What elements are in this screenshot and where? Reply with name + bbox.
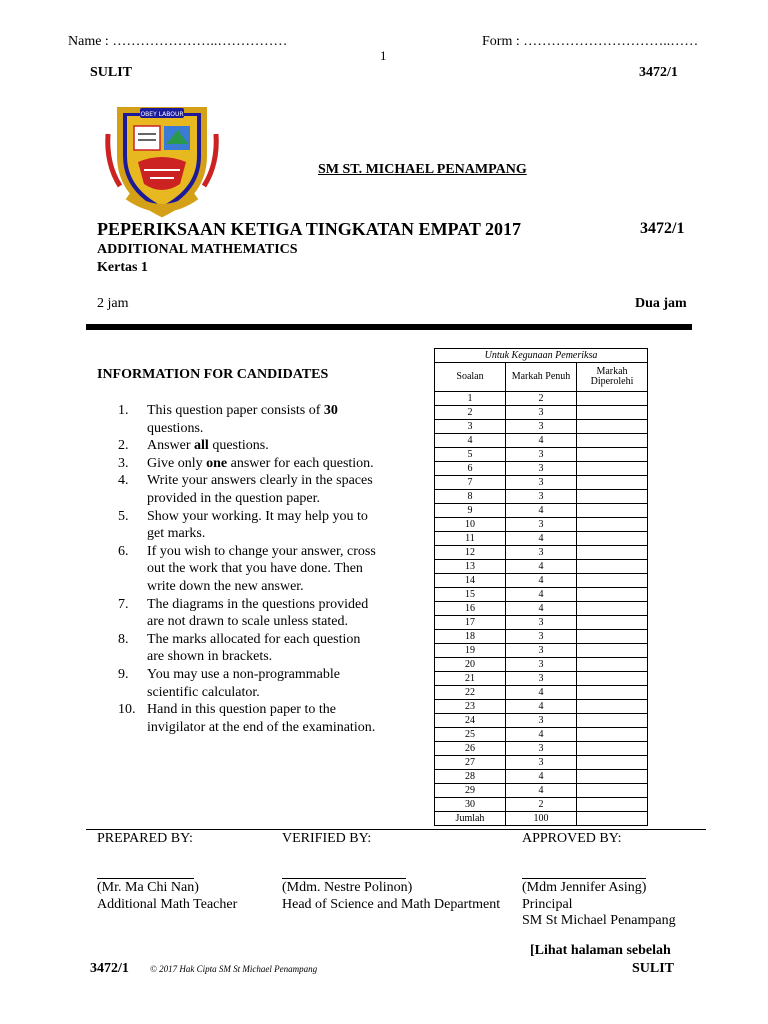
next-page-note: [Lihat halaman sebelah	[530, 943, 671, 958]
table-row	[435, 476, 648, 490]
question-number-cell: 20	[435, 658, 506, 672]
verified-label: VERIFIED BY:	[282, 831, 372, 846]
marks-obtained-cell[interactable]	[577, 462, 648, 476]
question-number-cell: 13	[435, 560, 506, 574]
marks-obtained-cell[interactable]	[577, 490, 648, 504]
info-item	[118, 437, 380, 455]
full-marks-cell: 4	[506, 504, 577, 518]
info-item	[118, 455, 380, 473]
header-question: Soalan	[435, 363, 506, 392]
question-number-cell: 2	[435, 406, 506, 420]
question-number-cell: 16	[435, 602, 506, 616]
question-number-cell: 22	[435, 686, 506, 700]
prepared-role: Additional Math Teacher	[97, 897, 238, 912]
table-row	[435, 630, 648, 644]
table-row	[435, 728, 648, 742]
info-item	[118, 472, 380, 507]
table-row	[435, 784, 648, 798]
table-caption: Untuk Kegunaan Pemeriksa	[435, 349, 648, 363]
exam-title: PEPERIKSAAN KETIGA TINGKATAN EMPAT 2017	[97, 219, 522, 239]
full-marks-cell: 3	[506, 742, 577, 756]
paper-number: Kertas 1	[97, 260, 148, 275]
marks-obtained-cell[interactable]	[577, 392, 648, 406]
table-row	[435, 420, 648, 434]
question-number-cell: 28	[435, 770, 506, 784]
school-logo	[100, 104, 224, 218]
full-marks-cell: 3	[506, 518, 577, 532]
marks-obtained-cell[interactable]	[577, 756, 648, 770]
paper-code-top: 3472/1	[639, 65, 678, 80]
header-marks-obtained: Markah Diperolehi	[577, 363, 648, 392]
marks-obtained-cell[interactable]	[577, 686, 648, 700]
question-number-cell: 19	[435, 644, 506, 658]
question-number-cell: 15	[435, 588, 506, 602]
table-row	[435, 574, 648, 588]
marks-obtained-cell[interactable]	[577, 574, 648, 588]
question-number-cell: 7	[435, 476, 506, 490]
marks-obtained-cell[interactable]	[577, 546, 648, 560]
marks-obtained-cell[interactable]	[577, 420, 648, 434]
table-row	[435, 602, 648, 616]
full-marks-cell: 4	[506, 574, 577, 588]
marks-obtained-cell[interactable]	[577, 714, 648, 728]
full-marks-cell: 3	[506, 462, 577, 476]
info-item-text: This question paper consists of	[147, 403, 324, 418]
marks-obtained-cell[interactable]	[577, 518, 648, 532]
question-number-cell: 25	[435, 728, 506, 742]
table-row	[435, 462, 648, 476]
marks-obtained-cell[interactable]	[577, 602, 648, 616]
info-item-text: Give only	[147, 455, 207, 471]
total-obtained-cell[interactable]	[577, 812, 648, 826]
info-item-number: 7.	[118, 596, 129, 612]
table-row	[435, 798, 648, 812]
table-row	[435, 532, 648, 546]
school-name: SM ST. MICHAEL PENAMPANG	[318, 162, 527, 177]
info-list	[118, 402, 380, 736]
marks-obtained-cell[interactable]	[577, 770, 648, 784]
full-marks-cell: 4	[506, 532, 577, 546]
info-item-text: The diagrams in the questions provided are not drawn to scale unless stated.	[147, 596, 369, 630]
info-heading: INFORMATION FOR CANDIDATES	[97, 367, 329, 382]
verified-name: (Mdm. Nestre Polinon)	[282, 880, 413, 895]
full-marks-cell: 3	[506, 672, 577, 686]
question-number-cell: 29	[435, 784, 506, 798]
marks-obtained-cell[interactable]	[577, 630, 648, 644]
table-row	[435, 504, 648, 518]
approved-signature-line	[522, 878, 646, 879]
info-item-number: 2.	[118, 438, 129, 454]
subject: ADDITIONAL MATHEMATICS	[97, 242, 298, 257]
signature-divider	[86, 829, 706, 830]
full-marks-cell: 3	[506, 476, 577, 490]
paper-code: 3472/1	[640, 220, 685, 237]
total-value: 100	[506, 812, 577, 826]
table-row	[435, 756, 648, 770]
marks-obtained-cell[interactable]	[577, 476, 648, 490]
info-item	[118, 666, 380, 701]
total-label: Jumlah	[435, 812, 506, 826]
info-item-text: Hand in this question paper to the invigilator at the end of the examination.	[147, 702, 376, 735]
full-marks-cell: 3	[506, 490, 577, 504]
question-number-cell: 21	[435, 672, 506, 686]
question-number-cell: 5	[435, 448, 506, 462]
sulit-label: SULIT	[90, 65, 133, 80]
info-item-emphasis: 30	[323, 403, 338, 418]
info-item-emphasis: one	[206, 455, 228, 471]
table-row	[435, 518, 648, 532]
full-marks-cell: 3	[506, 448, 577, 462]
full-marks-cell: 3	[506, 420, 577, 434]
info-item-number: 6.	[118, 543, 129, 559]
table-row	[435, 658, 648, 672]
full-marks-cell: 3	[506, 658, 577, 672]
marks-obtained-cell[interactable]	[577, 504, 648, 518]
info-item	[118, 631, 380, 666]
prepared-signature-line	[97, 878, 194, 879]
approved-role: Principal	[522, 897, 573, 912]
info-item-number: 9.	[118, 666, 129, 682]
marks-obtained-cell[interactable]	[577, 658, 648, 672]
table-row	[435, 672, 648, 686]
question-number-cell: 1	[435, 392, 506, 406]
info-item-number: 3.	[118, 455, 129, 471]
table-row	[435, 700, 648, 714]
form-field: Form : …………………………..……	[482, 34, 699, 49]
prepared-name: (Mr. Ma Chi Nan)	[97, 880, 199, 895]
info-item-text: You may use a non-programmable scientific calculator.	[147, 666, 340, 700]
marks-obtained-cell[interactable]	[577, 784, 648, 798]
full-marks-cell: 3	[506, 630, 577, 644]
info-item	[118, 402, 380, 437]
approved-school: SM St Michael Penampang	[522, 913, 676, 928]
question-number-cell: 12	[435, 546, 506, 560]
info-item	[118, 543, 380, 596]
name-field: Name : …………………..……………	[68, 34, 288, 49]
question-number-cell: 26	[435, 742, 506, 756]
question-number-cell: 23	[435, 700, 506, 714]
info-item-number: 5.	[118, 508, 129, 524]
footer-code: 3472/1	[90, 961, 129, 976]
full-marks-cell: 4	[506, 434, 577, 448]
table-row	[435, 588, 648, 602]
info-item-text: Answer	[147, 438, 195, 454]
info-item-text: Show your working. It may help you to get marks.	[147, 508, 368, 542]
marks-obtained-cell[interactable]	[577, 700, 648, 714]
verified-signature-line	[282, 878, 406, 879]
question-number-cell: 18	[435, 630, 506, 644]
question-number-cell: 17	[435, 616, 506, 630]
table-row	[435, 490, 648, 504]
full-marks-cell: 3	[506, 714, 577, 728]
marks-obtained-cell[interactable]	[577, 560, 648, 574]
marks-obtained-cell[interactable]	[577, 532, 648, 546]
approved-name: (Mdm Jennifer Asing)	[522, 880, 647, 895]
full-marks-cell: 4	[506, 784, 577, 798]
full-marks-cell: 3	[506, 756, 577, 770]
footer-sulit: SULIT	[632, 961, 675, 976]
info-item-text: The marks allocated for each question are shown in brackets.	[147, 631, 361, 665]
question-number-cell: 10	[435, 518, 506, 532]
info-item	[118, 508, 380, 543]
question-number-cell: 11	[435, 532, 506, 546]
question-number-cell: 14	[435, 574, 506, 588]
full-marks-cell: 3	[506, 546, 577, 560]
question-number-cell: 8	[435, 490, 506, 504]
info-item-number: 10.	[118, 702, 136, 718]
table-row	[435, 448, 648, 462]
full-marks-cell: 3	[506, 406, 577, 420]
table-row	[435, 434, 648, 448]
info-item-number: 1.	[118, 403, 129, 418]
marks-obtained-cell[interactable]	[577, 406, 648, 420]
full-marks-cell: 4	[506, 588, 577, 602]
full-marks-cell: 3	[506, 644, 577, 658]
info-item	[118, 701, 380, 736]
svg-text:OBEY LABOUR: OBEY LABOUR	[140, 111, 184, 118]
marks-obtained-cell[interactable]	[577, 644, 648, 658]
table-row	[435, 644, 648, 658]
table-row	[435, 392, 648, 406]
table-row	[435, 714, 648, 728]
marks-obtained-cell[interactable]	[577, 448, 648, 462]
full-marks-cell: 2	[506, 798, 577, 812]
info-item-text-end: questions.	[147, 420, 204, 436]
marks-obtained-cell[interactable]	[577, 588, 648, 602]
header-divider	[86, 324, 692, 330]
duration-right: Dua jam	[635, 296, 687, 311]
marks-table	[434, 348, 648, 826]
verified-role: Head of Science and Math Department	[282, 897, 501, 912]
info-item-text-end: questions.	[208, 438, 269, 454]
full-marks-cell: 2	[506, 392, 577, 406]
question-number-cell: 6	[435, 462, 506, 476]
approved-label: APPROVED BY:	[522, 831, 622, 846]
question-number-cell: 30	[435, 798, 506, 812]
info-item-number: 4.	[118, 473, 129, 489]
info-item-number: 8.	[118, 631, 129, 647]
marks-obtained-cell[interactable]	[577, 798, 648, 812]
question-number-cell: 9	[435, 504, 506, 518]
marks-obtained-cell[interactable]	[577, 434, 648, 448]
header-full-marks: Markah Penuh	[506, 363, 577, 392]
info-item-text: Write your answers clearly in the spaces provided in the question paper.	[147, 473, 373, 506]
marks-obtained-cell[interactable]	[577, 672, 648, 686]
info-item-emphasis: all	[194, 438, 209, 454]
full-marks-cell: 4	[506, 700, 577, 714]
page-number: 1	[380, 48, 387, 63]
table-row	[435, 616, 648, 630]
table-row	[435, 546, 648, 560]
marks-obtained-cell[interactable]	[577, 616, 648, 630]
table-row	[435, 686, 648, 700]
copyright: © 2017 Hak Cipta SM St Michael Penampang	[150, 964, 318, 974]
table-row	[435, 406, 648, 420]
full-marks-cell: 4	[506, 728, 577, 742]
full-marks-cell: 4	[506, 560, 577, 574]
question-number-cell: 4	[435, 434, 506, 448]
table-row	[435, 742, 648, 756]
table-row	[435, 770, 648, 784]
info-item-text: If you wish to change your answer, cross out the work that you have done. Then write down the new answer.	[147, 543, 376, 594]
question-number-cell: 27	[435, 756, 506, 770]
marks-obtained-cell[interactable]	[577, 728, 648, 742]
question-number-cell: 24	[435, 714, 506, 728]
total-row	[435, 812, 648, 826]
prepared-label: PREPARED BY:	[97, 831, 193, 846]
full-marks-cell: 4	[506, 770, 577, 784]
info-item-text-end: answer for each question.	[227, 455, 374, 471]
marks-obtained-cell[interactable]	[577, 742, 648, 756]
question-number-cell: 3	[435, 420, 506, 434]
duration-left: 2 jam	[97, 296, 129, 311]
info-item	[118, 596, 380, 631]
table-row	[435, 560, 648, 574]
full-marks-cell: 4	[506, 602, 577, 616]
full-marks-cell: 4	[506, 686, 577, 700]
full-marks-cell: 3	[506, 616, 577, 630]
